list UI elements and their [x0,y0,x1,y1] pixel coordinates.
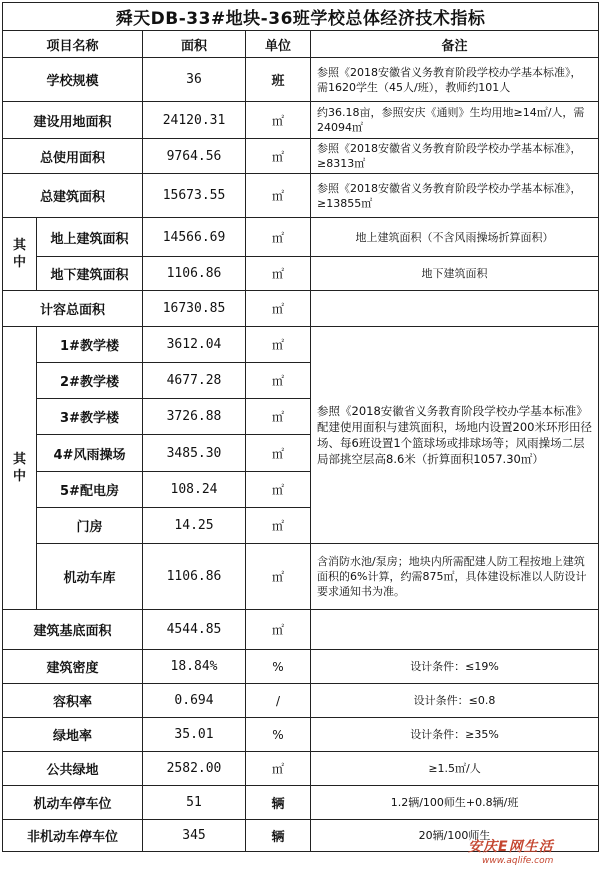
row-name: 4#风雨操场 [37,435,143,472]
row-name: 机动车停车位 [3,786,143,820]
row-area: 16730.85 [143,291,246,327]
indicator-table [2,2,599,852]
row-unit: ㎡ [246,257,311,291]
row-unit: % [246,650,311,684]
row-unit: ㎡ [246,472,311,508]
row-remark: 约36.18亩，参照安庆《通则》生均用地≥14㎡/人，需24094㎡ [311,102,599,139]
table-row [3,58,599,102]
row-area: 51 [143,786,246,820]
table-row [3,327,599,363]
table-row [3,650,599,684]
table-row [3,684,599,718]
row-unit: ㎡ [246,399,311,435]
row-area: 4677.28 [143,363,246,399]
row-name: 非机动车停车位 [3,820,143,852]
row-area: 345 [143,820,246,852]
table-row [3,786,599,820]
row-remark: 设计条件：≤19% [311,650,599,684]
row-name: 计容总面积 [3,291,143,327]
row-remark: 1.2辆/100师生+0.8辆/班 [311,786,599,820]
table-row [3,820,599,852]
row-name: 总使用面积 [3,139,143,174]
row-name: 公共绿地 [3,752,143,786]
table-row [3,544,599,610]
table-row [3,139,599,174]
row-area: 24120.31 [143,102,246,139]
row-unit: ㎡ [246,610,311,650]
row-remark: 参照《2018安徽省义务教育阶段学校办学基本标准》，需1620学生（45人/班），教师约101人 [311,58,599,102]
row-name: 总建筑面积 [3,174,143,218]
row-area: 108.24 [143,472,246,508]
row-name: 建设用地面积 [3,102,143,139]
row-remark: 地上建筑面积（不含风雨操场折算面积） [311,218,599,257]
row-area: 1106.86 [143,257,246,291]
row-name: 门房 [37,508,143,544]
row-area: 3485.30 [143,435,246,472]
row-name: 容积率 [3,684,143,718]
row-unit: ㎡ [246,327,311,363]
row-unit: ㎡ [246,363,311,399]
row-unit: ㎡ [246,435,311,472]
row-area: 9764.56 [143,139,246,174]
row-unit: 班 [246,58,311,102]
row-remark: ≥1.5㎡/人 [311,752,599,786]
table-title: 舜天DB-33#地块-36班学校总体经济技术指标 [3,3,599,31]
row-unit: ㎡ [246,218,311,257]
row-area: 18.84% [143,650,246,684]
row-name: 2#教学楼 [37,363,143,399]
row-area: 14.25 [143,508,246,544]
watermark-url: www.aqlife.com [482,856,554,866]
watermark-text: 安庆E网生活 [468,839,554,855]
row-remark [311,291,599,327]
row-remark: 参照《2018安徽省义务教育阶段学校办学基本标准》，≥13855㎡ [311,174,599,218]
row-remark: 设计条件：≥35% [311,718,599,752]
row-unit: ㎡ [246,174,311,218]
header-area: 面积 [143,31,246,58]
row-name: 地上建筑面积 [37,218,143,257]
row-name: 地下建筑面积 [37,257,143,291]
row-remark: 参照《2018安徽省义务教育阶段学校办学基本标准》，≥8313㎡ [311,139,599,174]
row-name: 1#教学楼 [37,327,143,363]
buildings-remark: 参照《2018安徽省义务教育阶段学校办学基本标准》配建使用面积与建筑面积，场地内设置200米环形田径场、每6班设置1个篮球场或排球场等；风雨操场二层局部挑空层高8.6米（折算面积1057.30㎡） [311,327,599,544]
table-row [3,174,599,218]
table-row [3,257,599,291]
row-unit: ㎡ [246,291,311,327]
table-row [3,752,599,786]
row-area: 0.694 [143,684,246,718]
table-row [3,718,599,752]
row-remark: 设计条件：≤0.8 [311,684,599,718]
row-area: 15673.55 [143,174,246,218]
row-remark: 含消防水池/泵房；地块内所需配建人防工程按地上建筑面积的6%计算，约需875㎡，具体建设标准以人防设计要求通知书为准。 [311,544,599,610]
row-unit: / [246,684,311,718]
row-name: 机动车库 [37,544,143,610]
header-unit: 单位 [246,31,311,58]
header-remark: 备注 [311,31,599,58]
row-unit: 辆 [246,786,311,820]
row-area: 14566.69 [143,218,246,257]
header-row [3,31,599,58]
row-remark: 地下建筑面积 [311,257,599,291]
row-remark [311,610,599,650]
row-unit: ㎡ [246,752,311,786]
table-row [3,291,599,327]
row-name: 3#教学楼 [37,399,143,435]
row-unit: ㎡ [246,508,311,544]
row-unit: 辆 [246,820,311,852]
row-name: 建筑基底面积 [3,610,143,650]
row-remark: 20辆/100师生 [311,820,599,852]
row-area: 2582.00 [143,752,246,786]
indicator-page [2,2,598,852]
row-area: 3612.04 [143,327,246,363]
row-unit: ㎡ [246,102,311,139]
table-row [3,610,599,650]
row-area: 35.01 [143,718,246,752]
header-project: 项目名称 [3,31,143,58]
row-name: 建筑密度 [3,650,143,684]
row-name: 学校规模 [3,58,143,102]
group-label-qizhong: 其 中 [3,327,37,610]
row-unit: ㎡ [246,139,311,174]
row-area: 4544.85 [143,610,246,650]
row-area: 1106.86 [143,544,246,610]
row-area: 3726.88 [143,399,246,435]
row-unit: ㎡ [246,544,311,610]
row-name: 绿地率 [3,718,143,752]
table-row [3,218,599,257]
row-area: 36 [143,58,246,102]
row-name: 5#配电房 [37,472,143,508]
group-label-qizhong: 其 中 [3,218,37,291]
table-row [3,102,599,139]
row-unit: % [246,718,311,752]
